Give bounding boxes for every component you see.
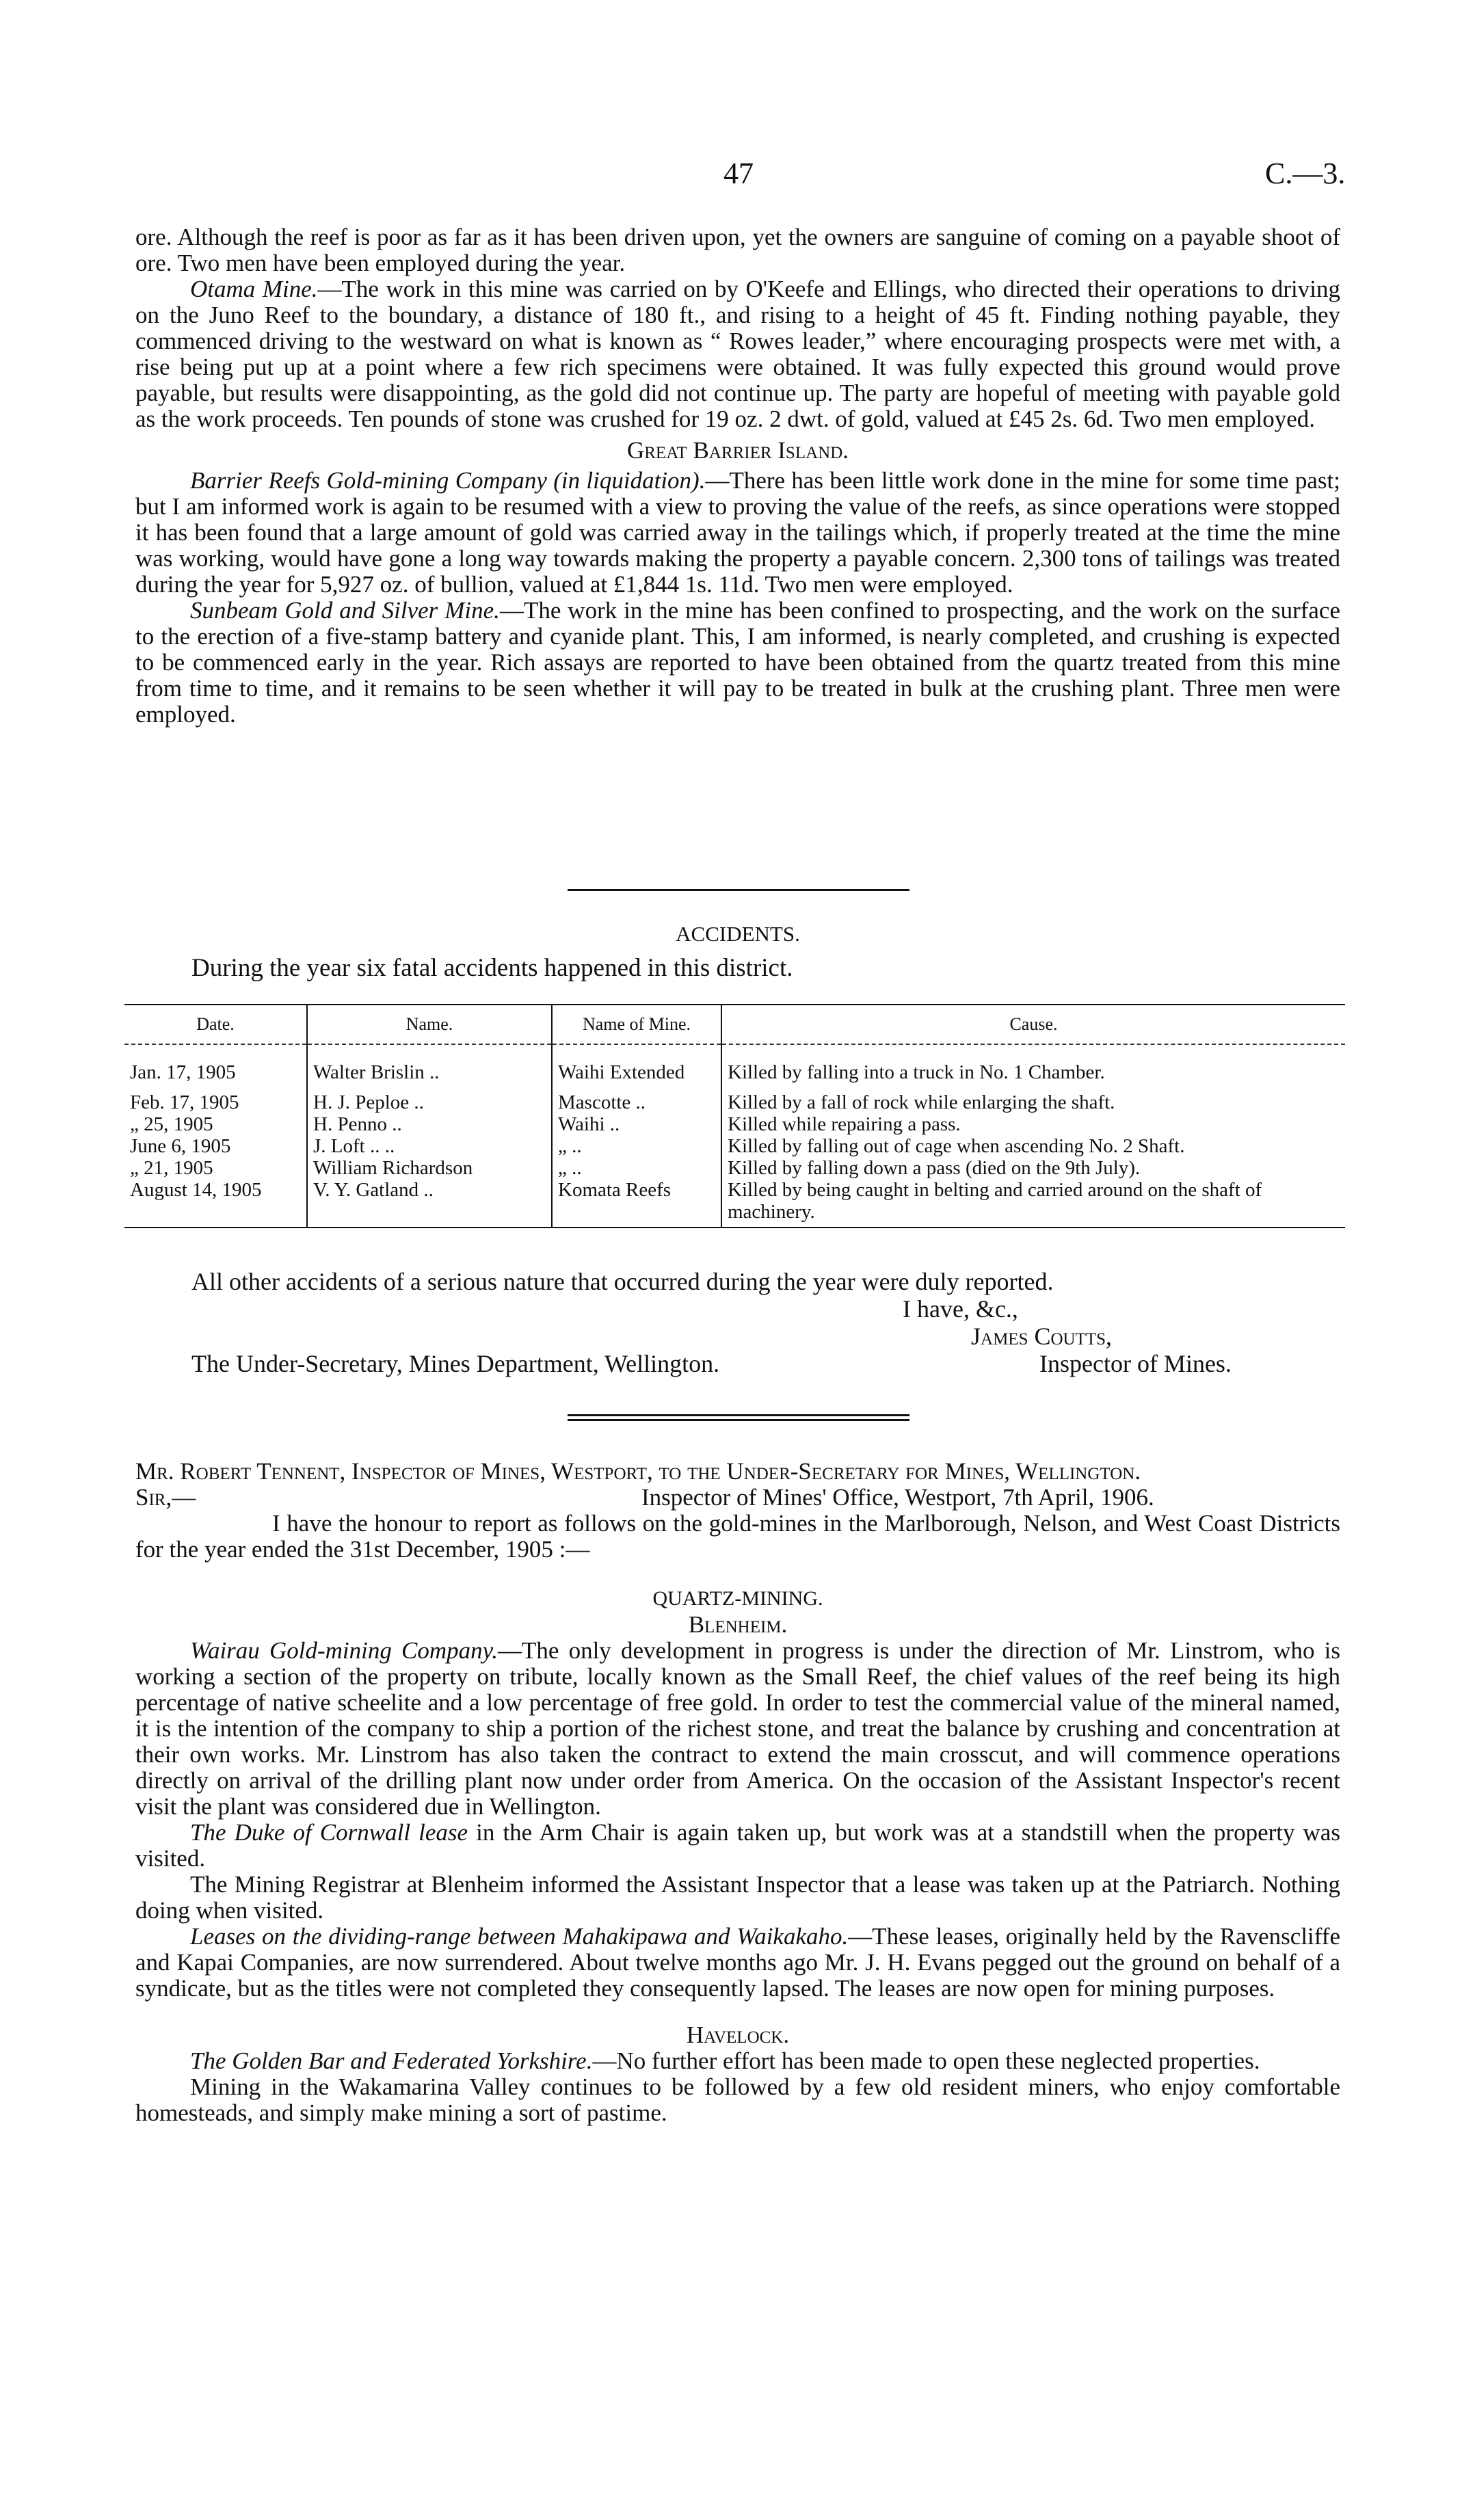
column-header-name: Name. [307,1005,552,1044]
sunbeam-text: —The work in the mine has been confined to prospecting, and the work on the surface to the erection of a five-stamp battery and cyanide plant. This, I am informed, is nearly completed, and crushing is expected to be commenced early in the year. Rich assays are reported to have been obtained from the quartz treated from this mine from time to time, and it remains to be seen whether it will pay to be treated in bulk at the crushing plant. Three men were employed. [135,597,1340,728]
table-row [124,1113,1345,1135]
cell-cause: Killed by falling into a truck in No. 1 Chamber. [721,1044,1345,1091]
cell-name: H. J. Peploe .. [307,1091,552,1113]
golden-bar-title: The Golden Bar and Federated Yorkshire. [190,2047,593,2074]
cell-date: „ 21, 1905 [130,1157,213,1179]
cell-cause: Killed by being caught in belting and carried around on the shaft of machinery. [721,1179,1345,1228]
cell-date: August 14, 1905 [124,1179,307,1228]
continued-paragraph: ore. Although the reef is poor as far as it has been driven upon, yet the owners are sanguine of coming on a payable shoot of ore. Two men have been employed during the year. [135,224,1340,276]
section-tennent-report [135,1459,1340,2126]
wairau-paragraph [135,1638,1340,1820]
barrier-text: —There has been little work done in the mine for some time past; but I am informed work is again to be resumed with a view to proving the value of the reefs, as since operations were stopped it has been found that a large amount of gold was carried away in the tailings which, if properly treated at the time the mine was working, would have gone a long way towards making the property a payable concern. 2,300 tons of tailings was treated during the year for 5,927 oz. of bullion, valued at £1,844 1s. 11d. Two men were employed. [135,467,1340,598]
signatory: James Coutts, [971,1323,1113,1350]
quartz-mining-heading: QUARTZ-MINING. [652,1587,823,1610]
accidents-intro: During the year six fatal accidents happened in this district. [191,954,793,982]
double-divider [568,1414,909,1421]
cell-cause: Killed by a fall of rock while enlarging the shaft. [721,1091,1345,1113]
cell-cause: Killed by falling out of cage when ascending No. 2 Shaft. [721,1135,1345,1157]
accidents-table [124,1004,1345,1228]
cell-mine: Komata Reefs [552,1179,721,1228]
column-header-date: Date. [124,1005,307,1044]
havelock-heading: Havelock. [686,2021,790,2048]
cell-mine: „ .. [552,1135,721,1157]
wakamarina-paragraph: Mining in the Wakamarina Valley continues to be followed by a few old resident miners, who enjoy comfortable homesteads, and simply make mining a sort of pastime. [135,2073,1340,2126]
cell-cause: Killed by falling down a pass (died on the 9th July). [721,1157,1345,1179]
table-row [124,1135,1345,1157]
golden-bar-text: —No further effort has been made to open these neglected properties. [592,2047,1260,2074]
leases-text: —These leases, originally held by the Ravenscliffe and Kapai Companies, are now surrendered. About twelve months ago Mr. J. H. Evans pegged out the ground on behalf of a syndicate, but as the titles were not completed they consequently lapsed. The leases are now open for mining purposes. [135,1923,1340,2002]
great-barrier-heading: Great Barrier Island. [626,437,849,464]
golden-bar-paragraph [135,2048,1340,2074]
cell-cause: Killed while repairing a pass. [721,1113,1345,1135]
otama-text: —The work in this mine was carried on by O'Keefe and Ellings, who directed their operations to driving on the Juno Reef to the boundary, a distance of 180 ft., and rising to a height of 45 ft. Finding nothing payable, they commenced driving to the westward on what is known as “ Rowes leader,” where encouraging prospects were met with, a rise being put up at a point where a few rich specimens were obtained. It was fully expected this ground would prove payable, but results were disappointing, as the gold did not continue up. The party are hopeful of meeting with payable gold as the work proceeds. Ten pounds of stone was crushed for 19 oz. 2 dwt. of gold, valued at £45 2s. 6d. Two men employed. [135,276,1340,432]
blenheim-heading: Blenheim. [688,1611,788,1638]
sunbeam-paragraph [135,598,1340,728]
table-row [124,1091,1345,1113]
otama-paragraph [135,276,1340,432]
have-line: I have, &c., [903,1295,1018,1323]
cell-name: V. Y. Gatland .. [307,1179,552,1228]
intro-paragraph: I have the honour to report as follows on the gold-mines in the Marlborough, Nelson, and West Coast Districts for the year ended the 31st December, 1905 :— [135,1510,1340,1563]
table-row [124,1044,1345,1091]
salutation-line [135,1485,1340,1511]
wairau-title: Wairau Gold-mining Company. [190,1637,498,1664]
column-header-mine: Name of Mine. [552,1005,721,1044]
cell-mine: Waihi Extended [552,1044,721,1091]
duke-text: in the Arm Chair is again taken up, but work was at a standstill when the property was visited. [135,1819,1340,1872]
cell-mine: Waihi .. [552,1113,721,1135]
registrar-paragraph: The Mining Registrar at Blenheim informed the Assistant Inspector that a lease was taken up at the Patriarch. Nothing doing when visited. [135,1871,1340,1924]
cell-date: „ 25, 1905 [130,1113,213,1135]
column-header-cause: Cause. [721,1005,1345,1044]
table-row [124,1179,1345,1228]
salutation: Sir,— [135,1484,196,1511]
barrier-paragraph [135,468,1340,598]
cell-mine: Mascotte .. [552,1091,721,1113]
cell-date: June 6, 1905 [130,1135,231,1157]
accidents-closing: All other accidents of a serious nature that occurred during the year were duly reported. [191,1268,1054,1295]
duke-title: The Duke of Cornwall lease [190,1819,468,1846]
sunbeam-title: Sunbeam Gold and Silver Mine. [190,597,500,624]
cell-name: William Richardson [307,1157,552,1179]
barrier-title: Barrier Reefs Gold-mining Company (in liquidation). [190,467,706,494]
table-row [124,1157,1345,1179]
cell-name: J. Loft .. .. [307,1135,552,1157]
document-code: C.—3. [1265,157,1346,190]
cell-name: H. Penno .. [307,1113,552,1135]
cell-date: Jan. 17, 1905 [130,1061,236,1083]
addressee: The Under-Secretary, Mines Department, Wellington. [191,1350,720,1377]
cell-mine: „ .. [552,1157,721,1179]
section-divider [568,889,909,891]
table-header-row [124,1005,1345,1044]
letter-heading: Mr. Robert Tennent, Inspector of Mines, Westport, to the Under-Secretary for Mines, Wellington. [135,1458,1141,1485]
leases-title: Leases on the dividing-range between Mahakipawa and Waikakaho. [190,1923,849,1950]
cell-date: Feb. 17, 1905 [130,1091,239,1113]
cell-name: Walter Brislin .. [307,1044,552,1091]
section-hauraki-continued [135,224,1340,728]
office-line: Inspector of Mines' Office, Westport, 7th April, 1906. [641,1484,1154,1511]
leases-paragraph [135,1924,1340,2002]
accidents-heading: ACCIDENTS. [676,922,800,946]
wairau-text: —The only development in progress is under the direction of Mr. Linstrom, who is working a section of the property on tribute, locally known as the Small Reef, the chief values of the reef being its high percentage of native scheelite and a low percentage of free gold. In order to test the commercial value of the mineral named, it is the intention of the company to ship a portion of the richest stone, and treat the balance by crushing and concentration at their own works. Mr. Linstrom has also taken the contract to extend the main crosscut, and will commence operations directly on arrival of the drilling plant now under order from America. On the occasion of the Assistant Inspector's recent visit the plant was considered due in Wellington. [135,1637,1341,1820]
duke-paragraph [135,1820,1340,1872]
page-number: 47 [723,157,754,190]
otama-title: Otama Mine. [190,276,318,302]
signatory-role: Inspector of Mines. [1039,1350,1232,1377]
